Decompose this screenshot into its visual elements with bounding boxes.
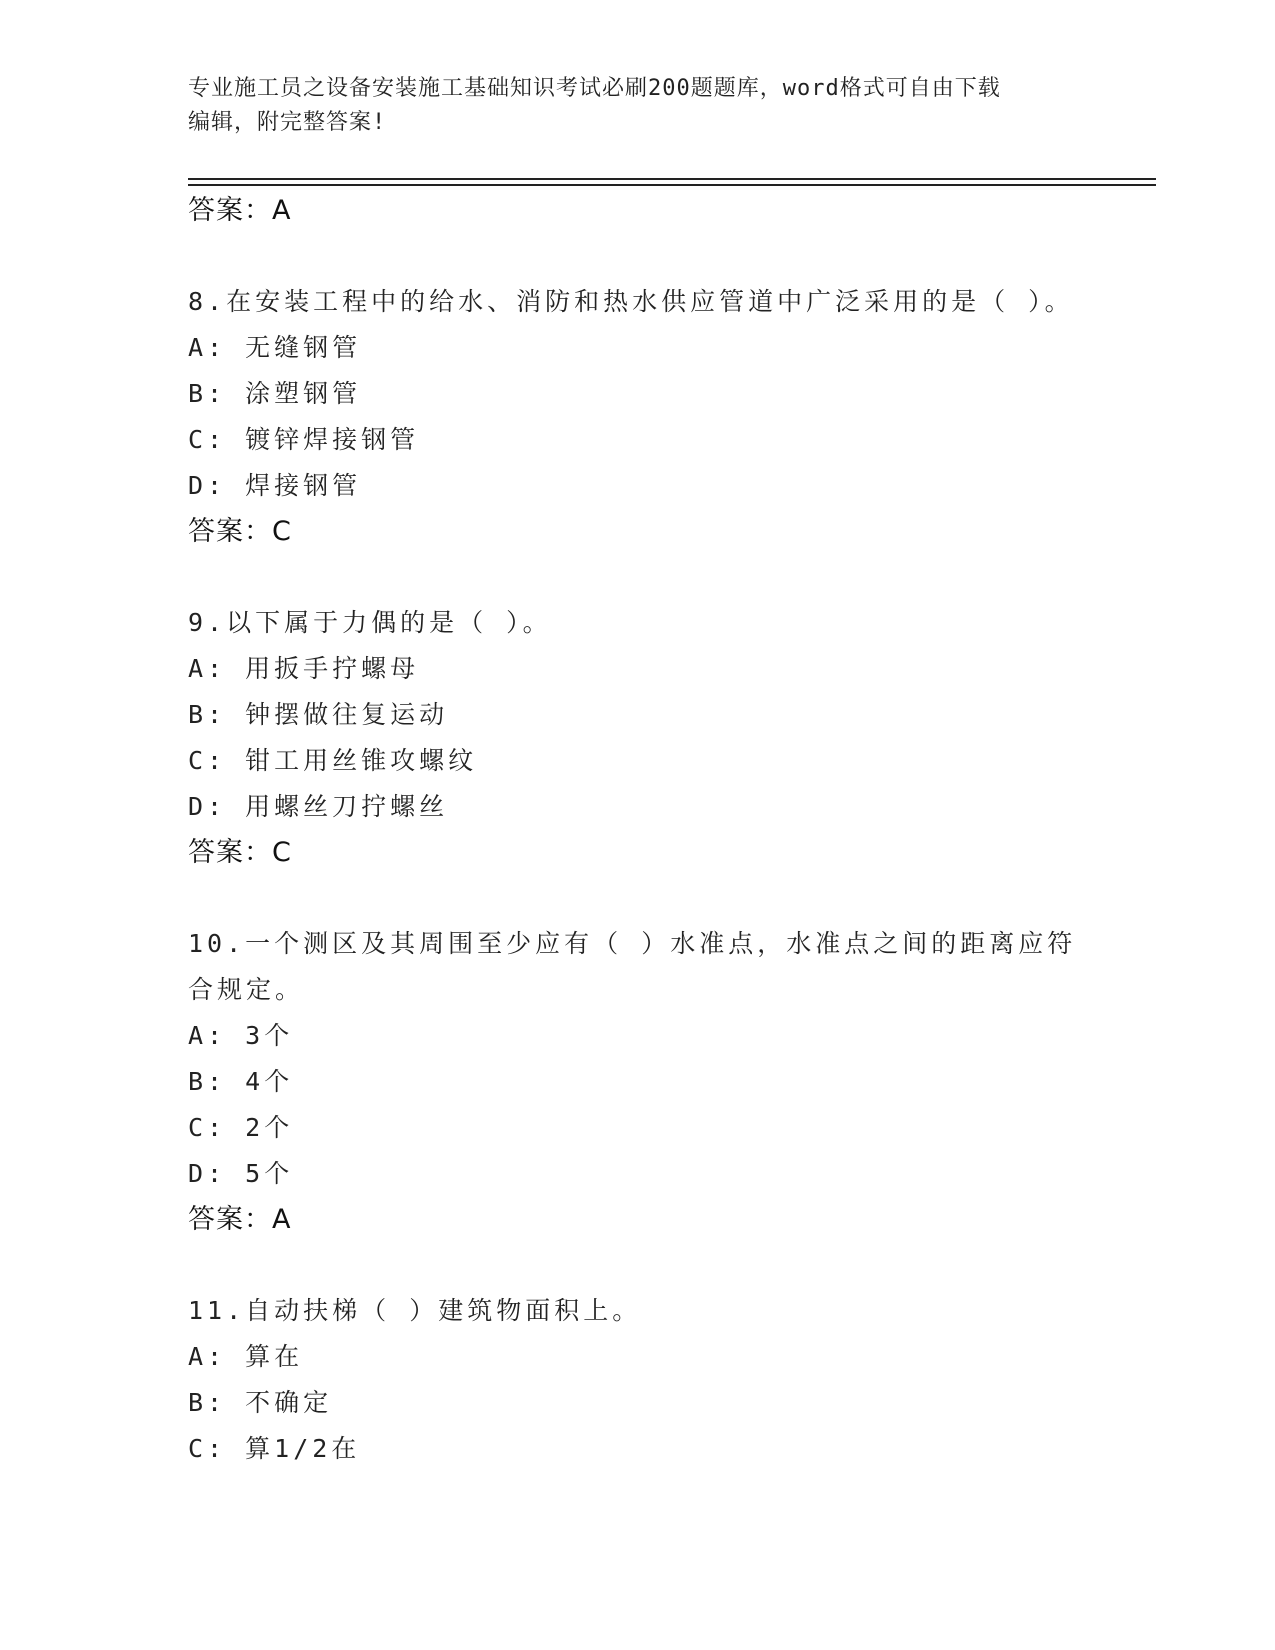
question-10-answer: 答案：A [188,1204,292,1235]
question-11-option-a: A: 算在 [188,1342,304,1371]
question-8-text: 8.在安装工程中的给水、消防和热水供应管道中广泛采用的是（ ）。 [188,287,1074,316]
question-10-option-d: D: 5个 [188,1159,294,1188]
question-8-option-b: B: 涂塑钢管 [188,379,362,408]
previous-answer: 答案：A [188,195,292,226]
question-11-option-c: C: 算1/2在 [188,1434,361,1463]
question-10-option-c: C: 2个 [188,1113,294,1142]
spacer [188,234,1088,279]
question-9-option-c: C: 钳工用丝锥攻螺纹 [188,746,478,775]
question-10 [188,921,1088,1243]
question-9-option-a: A: 用扳手拧螺母 [188,654,420,683]
question-9-option-d: D: 用螺丝刀拧螺丝 [188,792,449,821]
question-8-answer: 答案：C [188,516,292,547]
header-divider-bottom [188,184,1156,186]
header-divider-top [188,178,1156,180]
question-8-option-a: A: 无缝钢管 [188,333,362,362]
spacer [188,1243,1088,1288]
question-11-option-b: B: 不确定 [188,1388,333,1417]
question-10-text-line-1: 10.一个测区及其周围至少应有（ ）水准点，水准点之间的距离应符 [188,929,1077,958]
header-title-line-2: 编辑，附完整答案! [188,110,387,135]
question-8 [188,279,1088,555]
question-10-option-a: A: 3个 [188,1021,294,1050]
question-9-answer: 答案：C [188,837,292,868]
question-9-option-b: B: 钟摆做往复运动 [188,700,449,729]
document-header [188,72,1068,140]
spacer [188,876,1088,921]
question-8-option-d: D: 焊接钢管 [188,471,362,500]
question-9 [188,600,1088,876]
question-10-option-b: B: 4个 [188,1067,294,1096]
question-11-text: 11.自动扶梯（ ）建筑物面积上。 [188,1296,642,1325]
question-9-text: 9.以下属于力偶的是（ ）。 [188,608,552,637]
header-title-line-1: 专业施工员之设备安装施工基础知识考试必刷200题题库，word格式可自由下载 [188,76,1001,101]
question-11 [188,1288,1088,1472]
question-8-option-c: C: 镀锌焊接钢管 [188,425,420,454]
spacer [188,555,1088,600]
question-10-text-line-2: 合规定。 [188,975,305,1004]
question-list [188,188,1088,1472]
